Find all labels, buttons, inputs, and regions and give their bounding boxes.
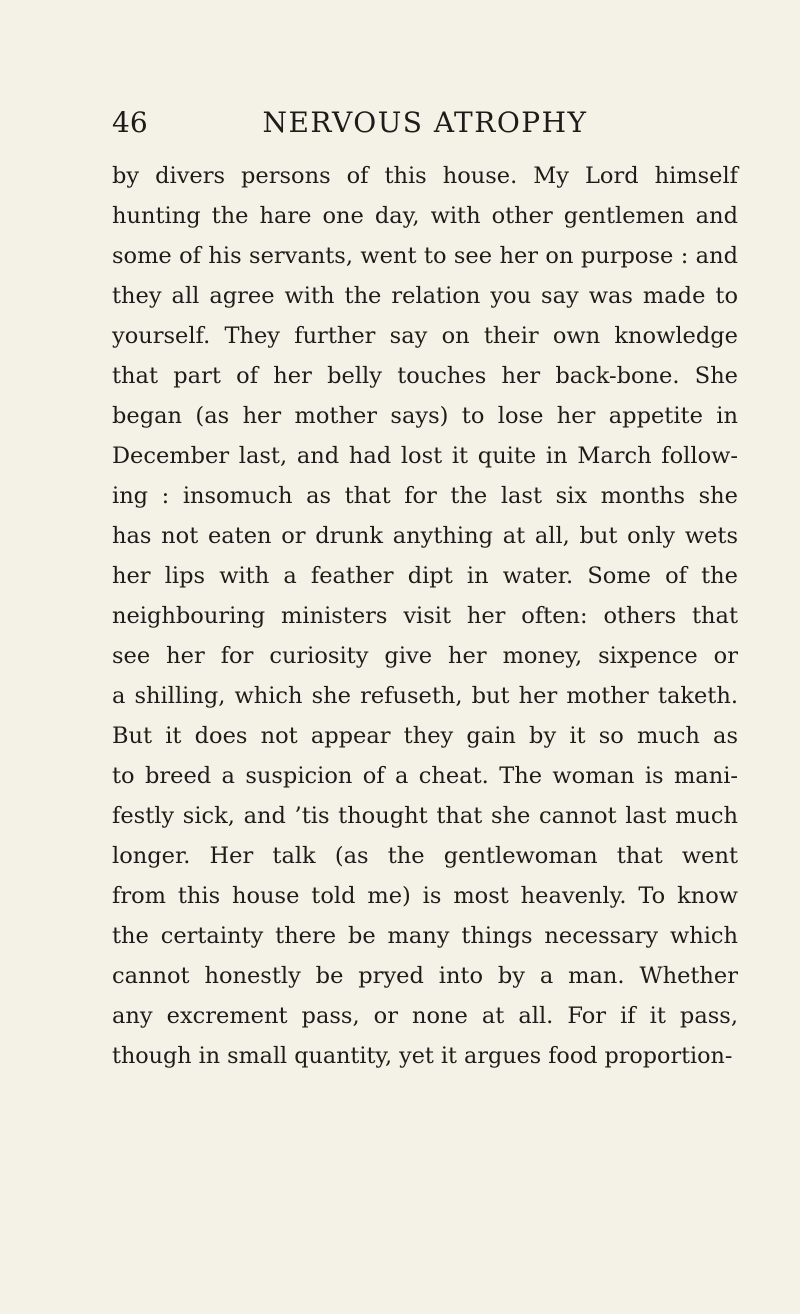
text-line: ing : insomuch as that for the last six months she — [112, 483, 738, 509]
text-line: from this house told me) is most heavenly. To know — [112, 883, 738, 909]
running-title: NERVOUS ATROPHY — [262, 106, 588, 139]
text-line: longer. Her talk (as the gentlewoman that went — [112, 843, 738, 869]
text-line: hunting the hare one day, with other gentlemen and — [112, 203, 738, 229]
text-line: December last, and had lost it quite in March follow- — [112, 443, 738, 469]
text-line: that part of her belly touches her back-bone. She — [112, 363, 738, 389]
text-line: But it does not appear they gain by it so much as — [112, 723, 738, 749]
text-line: festly sick, and ’tis thought that she cannot last much — [112, 803, 738, 829]
text-line: see her for curiosity give her money, sixpence or — [112, 643, 738, 669]
text-line: some of his servants, went to see her on purpose : and — [112, 243, 738, 269]
text-line: has not eaten or drunk anything at all, but only wets — [112, 523, 738, 549]
text-line: the certainty there be many things necessary which — [112, 923, 738, 949]
text-line: though in small quantity, yet it argues food proportion- — [112, 1043, 733, 1069]
text-line: any excrement pass, or none at all. For if it pass, — [112, 1003, 738, 1029]
text-line: neighbouring ministers visit her often: others that — [112, 603, 738, 629]
text-line: her lips with a feather dipt in water. Some of the — [112, 563, 738, 589]
text-line: a shilling, which she refuseth, but her mother taketh. — [112, 683, 738, 709]
text-line: began (as her mother says) to lose her appetite in — [112, 403, 738, 429]
running-head — [112, 103, 738, 143]
text-line: yourself. They further say on their own knowledge — [112, 323, 738, 349]
page-number: 46 — [112, 106, 148, 139]
text-line: to breed a suspicion of a cheat. The woman is mani- — [112, 763, 738, 789]
text-line: they all agree with the relation you say was made to — [112, 283, 738, 309]
text-line: cannot honestly be pryed into by a man. Whether — [112, 963, 738, 989]
text-line: by divers persons of this house. My Lord himself — [112, 163, 738, 189]
body-text — [112, 156, 738, 1076]
